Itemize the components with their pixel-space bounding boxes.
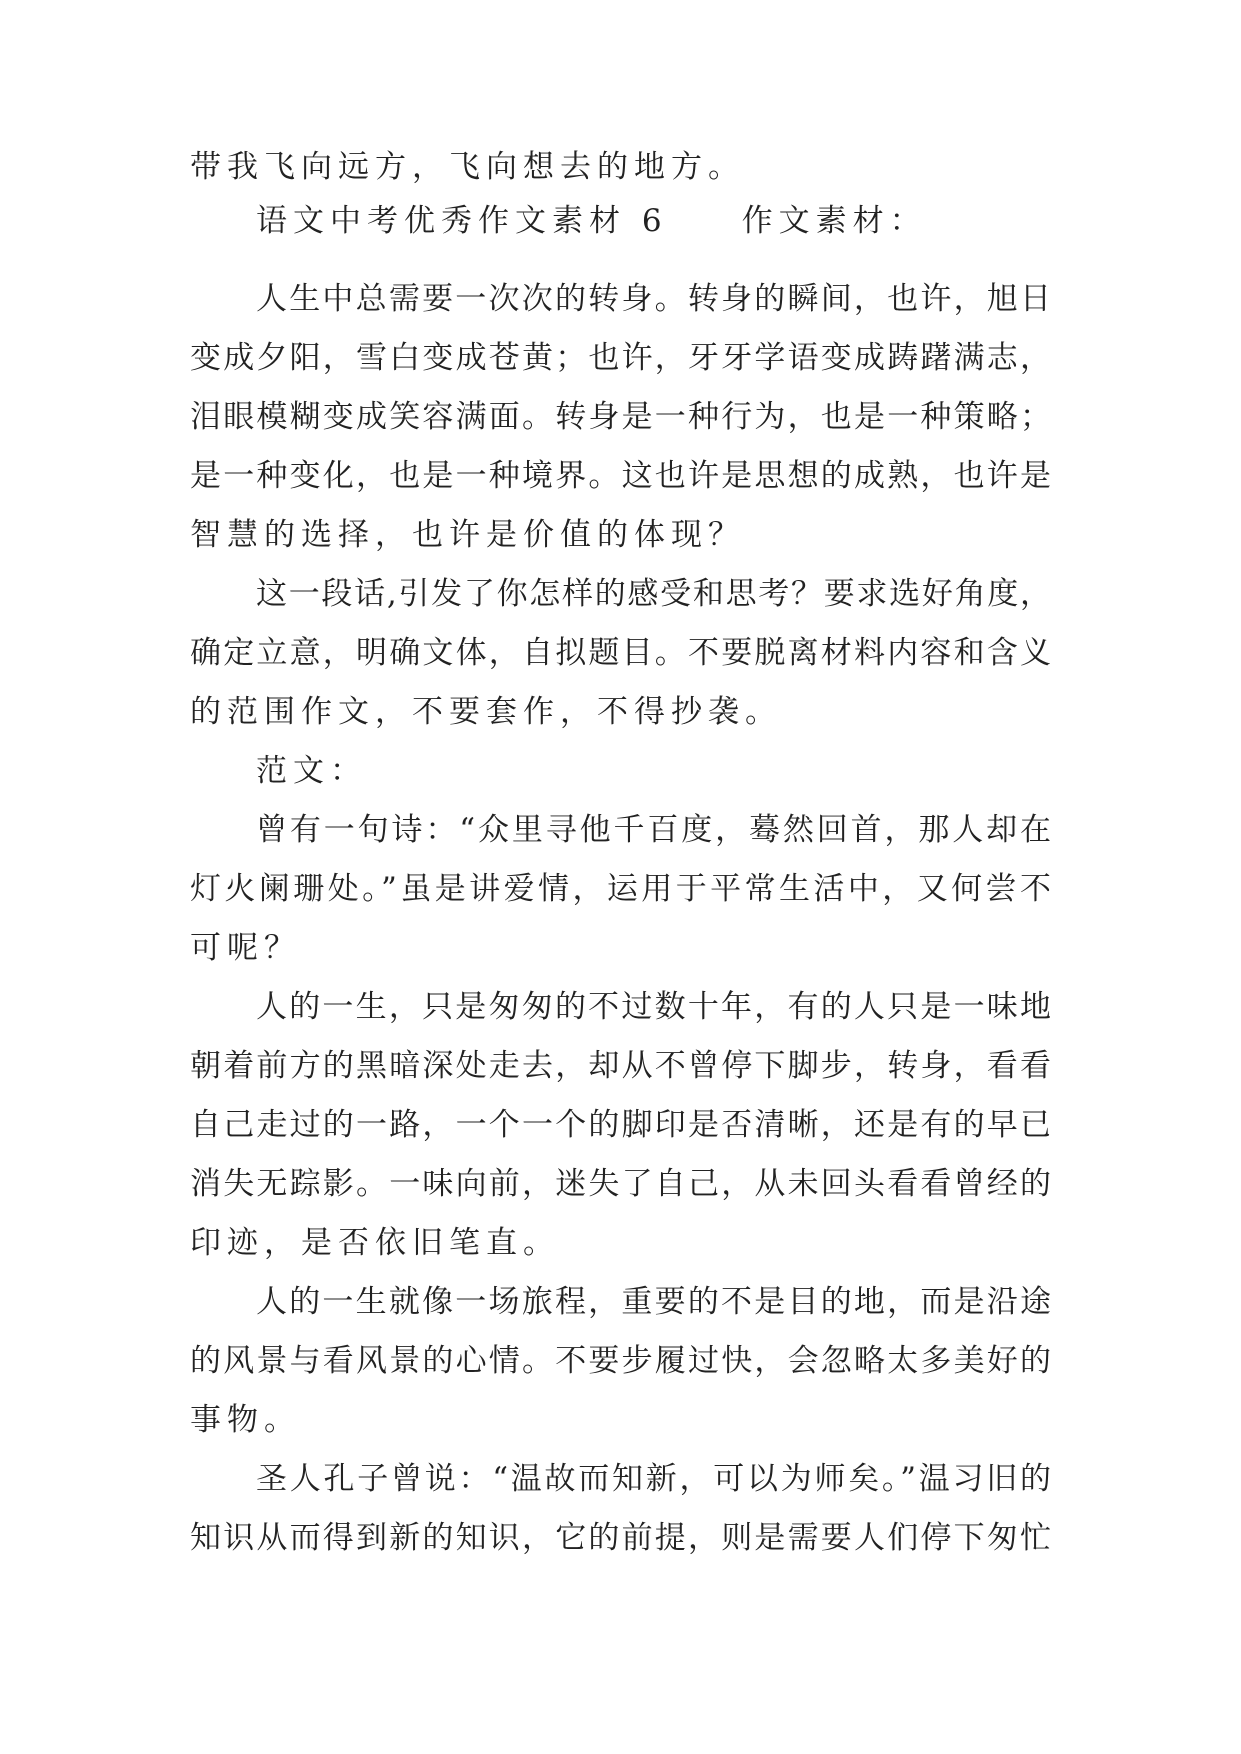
text-line: 变成夕阳，雪白变成苍黄；也许，牙牙学语变成踌躇满志， [190, 340, 1052, 376]
text-line: 圣人孔子曾说：“温故而知新，可以为师矣。”温习旧的 [256, 1461, 1052, 1497]
text-line: 范文： [256, 753, 367, 789]
text-line: 灯火阑珊处。”虽是讲爱情，运用于平常生活中，又何尝不 [190, 871, 1052, 907]
text-line: 朝着前方的黑暗深处走去，却从不曾停下脚步，转身，看看 [190, 1048, 1052, 1084]
text-line: 人生中总需要一次次的转身。转身的瞬间，也许，旭日 [256, 281, 1052, 317]
text-line: 印迹，是否依旧笔直。 [190, 1225, 560, 1261]
text-line: 人的一生，只是匆匆的不过数十年，有的人只是一味地 [256, 989, 1052, 1025]
text-line: 的风景与看风景的心情。不要步履过快，会忽略太多美好的 [190, 1343, 1052, 1379]
text-line: 确定立意，明确文体，自拟题目。不要脱离材料内容和含义 [190, 635, 1052, 671]
text-line: 知识从而得到新的知识，它的前提，则是需要人们停下匆忙 [190, 1520, 1052, 1556]
text-line: 这一段话,引发了你怎样的感受和思考？要求选好角度， [256, 576, 1052, 612]
text-line: 事物。 [190, 1402, 301, 1438]
text-line: 可呢？ [190, 930, 301, 966]
text-line: 的范围作文，不要套作，不得抄袭。 [190, 694, 782, 730]
text-line: 是一种变化，也是一种境界。这也许是思想的成熟，也许是 [190, 458, 1052, 494]
text-line: 语文中考优秀作文素材 6 作文素材： [256, 203, 927, 239]
text-line: 智慧的选择，也许是价值的体现？ [190, 517, 745, 553]
text-line: 带我飞向远方，飞向想去的地方。 [190, 149, 745, 185]
text-line: 自己走过的一路，一个一个的脚印是否清晰，还是有的早已 [190, 1107, 1052, 1143]
text-line: 人的一生就像一场旅程，重要的不是目的地，而是沿途 [256, 1284, 1052, 1320]
text-line: 泪眼模糊变成笑容满面。转身是一种行为，也是一种策略； [190, 399, 1052, 435]
text-line: 曾有一句诗：“众里寻他千百度，蓦然回首，那人却在 [256, 812, 1052, 848]
text-line: 消失无踪影。一味向前，迷失了自己，从未回头看看曾经的 [190, 1166, 1052, 1202]
